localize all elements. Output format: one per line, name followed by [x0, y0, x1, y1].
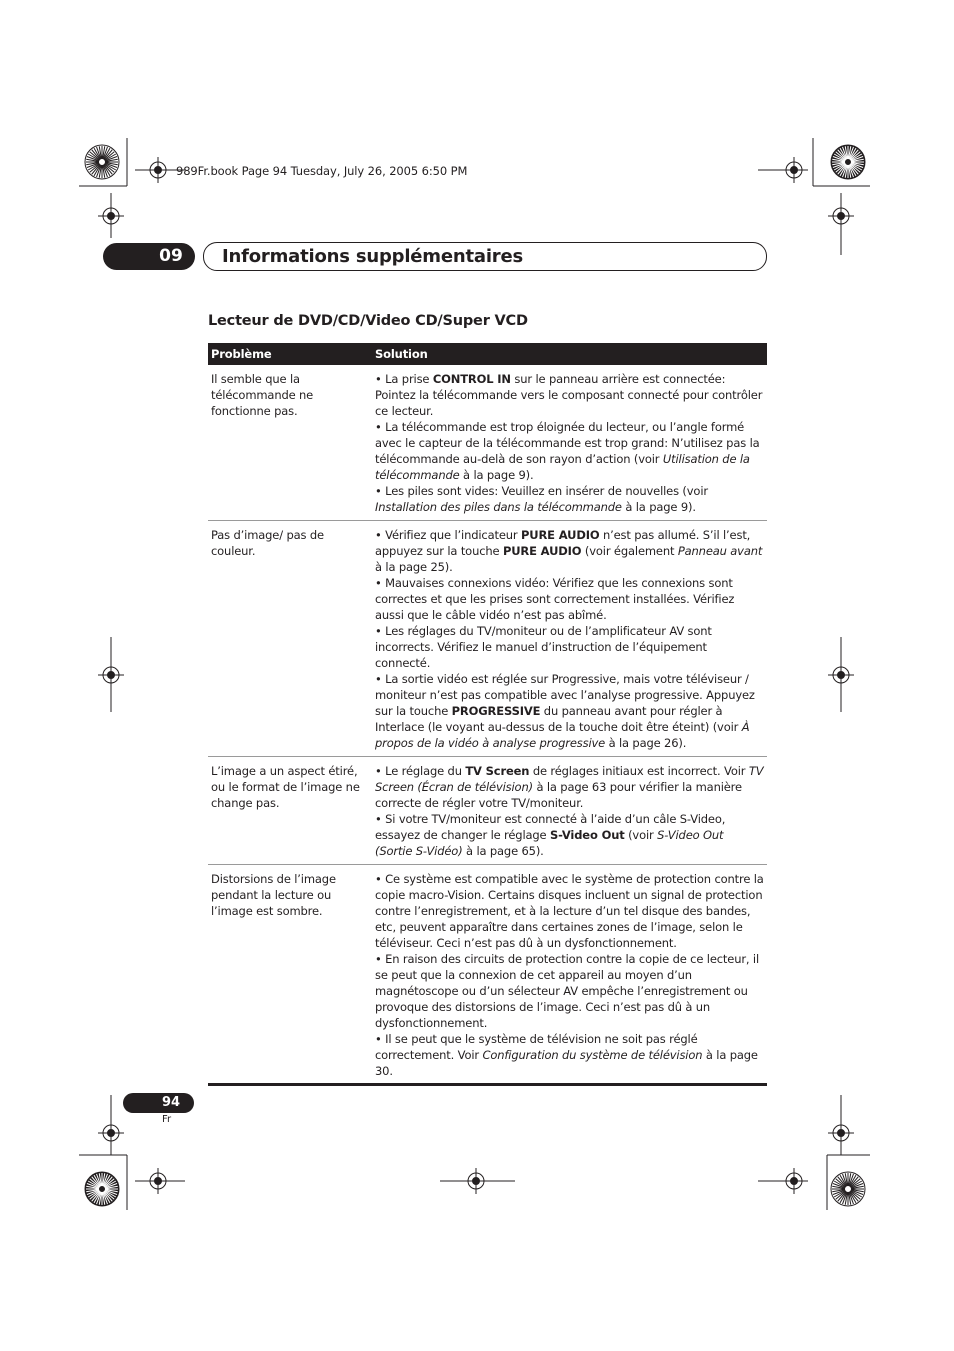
solution-text: à la page 26).	[605, 736, 687, 750]
chapter-title: Informations supplémentaires	[222, 246, 523, 267]
solution-text: à la page 9).	[621, 500, 696, 514]
troubleshooting-table	[208, 343, 767, 1086]
solution-text: • Si votre TV/moniteur est connecté à l’aide d’un câle S-Video, essayez de changer le réglage	[375, 812, 726, 842]
control-name: PROGRESSIVE	[451, 704, 541, 718]
solution-text: à la page 63 pour vérifier la manière correcte de régler votre TV/moniteur.	[375, 780, 742, 810]
solution-item	[375, 371, 764, 419]
solution-text: • Ce système est compatible avec le système de protection contre la copie macro-Vision. Certains disques incluent un signal de protection contre l’enregistrement, et à la lecture d’un tel disque des bandes, etc, peuvent apparaître dans certaines zones de l’image, selon le téléviseur. Ceci n’est pas dû à un dysfonctionnement.	[375, 872, 764, 950]
problem-cell: L’image a un aspect étiré, ou le format de l’image ne change pas.	[208, 757, 372, 865]
solution-text: (voir	[624, 828, 658, 842]
solution-text: à la page 30.	[375, 1048, 758, 1078]
page-number-badge	[123, 1093, 194, 1113]
solution-text: • Mauvaises connexions vidéo: Vérifiez que les connexions sont correctes et que les prises sont correctement installées. Vérifiez aussi que le câble vidéo n’est pas abîmé.	[375, 576, 735, 622]
solution-item	[375, 763, 764, 811]
solution-text: n’est pas allumé. S’il l’est, appuyez sur la touche	[375, 528, 751, 558]
reference-title: TV Screen (Écran de télévision)	[375, 764, 764, 794]
solution-item	[375, 623, 764, 671]
solution-item	[375, 483, 764, 515]
solution-text: • En raison des circuits de protection contre la copie de ce lecteur, il se peut que la connexion de cet appareil au moyen d’un magnétoscope ou d’un sélecteur AV empêche l’enregistrement ou provoque des distorsions de l’image. Ceci n’est pas dû à un dysfonctionnement.	[375, 952, 760, 1030]
solution-item	[375, 671, 764, 751]
problem-cell: Pas d’image/ pas de couleur.	[208, 521, 372, 757]
solution-item	[375, 1031, 764, 1079]
column-header-solution: Solution	[372, 343, 767, 365]
solution-item	[375, 419, 764, 483]
solution-text: (voir également	[581, 544, 678, 558]
chapter-number: 09	[159, 246, 183, 266]
page-number: 94	[162, 1095, 181, 1110]
solution-item	[375, 951, 764, 1031]
control-name: PURE AUDIO	[502, 544, 582, 558]
reference-title: À propos de la vidéo à analyse progressive	[375, 720, 750, 750]
table-row	[208, 757, 767, 865]
solution-item	[375, 527, 764, 575]
control-name: S-Video Out	[549, 828, 625, 842]
solution-text: à la page 9).	[459, 468, 534, 482]
solution-text: à la page 65).	[462, 844, 544, 858]
solution-text: sur le panneau arrière est connectée: Pointez la télécommande vers le composant connecté pour contrôler ce lecteur.	[375, 372, 763, 418]
reference-title: Configuration du système de télévision	[482, 1048, 703, 1062]
problem-cell: Il semble que la télécommande ne fonctionne pas.	[211, 372, 314, 418]
solution-text: • Les réglages du TV/moniteur ou de l’amplificateur AV sont incorrects. Vérifiez le manuel d’instruction de l’équipement connecté.	[375, 624, 712, 670]
control-name: CONTROL IN	[432, 372, 511, 386]
control-name: PURE AUDIO	[521, 528, 600, 542]
solution-item	[375, 811, 764, 859]
section-title: Lecteur de DVD/CD/Video CD/Super VCD	[208, 313, 528, 329]
table-row	[208, 865, 767, 1085]
control-name: TV Screen	[465, 764, 530, 778]
solution-item	[375, 871, 764, 951]
solution-cell	[372, 757, 767, 865]
table-header-row	[208, 343, 767, 365]
solution-text: • La télécommande est trop éloignée du lecteur, ou l’angle formé avec le capteur de la télécommande est trop grand: N’utilisez pas la télécommande au-delà de son rayon d’action (voir	[375, 420, 760, 466]
solution-cell	[372, 365, 767, 521]
solution-text: • Les piles sont vides: Veuillez en insérer de nouvelles (voir	[375, 484, 708, 498]
solution-text: • Vérifiez que l’indicateur	[375, 528, 521, 542]
table-row	[208, 521, 767, 757]
reference-title: Panneau avant	[677, 544, 763, 558]
reference-title: Utilisation de la télécommande	[375, 452, 750, 482]
chapter-number-badge	[103, 243, 195, 270]
solution-cell	[372, 521, 767, 757]
solution-cell	[372, 865, 767, 1085]
solution-text: • La sortie vidéo est réglée sur Progressive, mais votre téléviseur / moniteur n’est pas compatible avec l’analyse progressive. Appuyez sur la touche	[375, 672, 755, 718]
table-row	[208, 365, 767, 521]
solution-item	[375, 575, 764, 623]
solution-text: • La prise	[375, 372, 433, 386]
solution-text: de réglages initiaux est incorrect. Voir	[529, 764, 749, 778]
solution-text: du panneau avant pour régler à Interlace (le voyant au-dessus de la touche doit être éteint) (voir	[375, 704, 742, 734]
file-stamp: 989Fr.book Page 94 Tuesday, July 26, 2005 6:50 PM	[176, 164, 468, 178]
solution-text: • Il se peut que le système de télévision ne soit pas réglé correctement. Voir	[375, 1032, 698, 1062]
language-code: Fr	[162, 1114, 172, 1125]
column-header-problem: Problème	[208, 343, 372, 365]
solution-text: • Le réglage du	[375, 764, 466, 778]
problem-cell: Distorsions de l’image pendant la lecture ou l’image est sombre.	[208, 865, 372, 1085]
reference-title: S-Video Out (Sortie S-Vidéo)	[375, 828, 724, 858]
reference-title: Installation des piles dans la télécommande	[375, 500, 622, 514]
solution-text: à la page 25).	[375, 560, 453, 574]
